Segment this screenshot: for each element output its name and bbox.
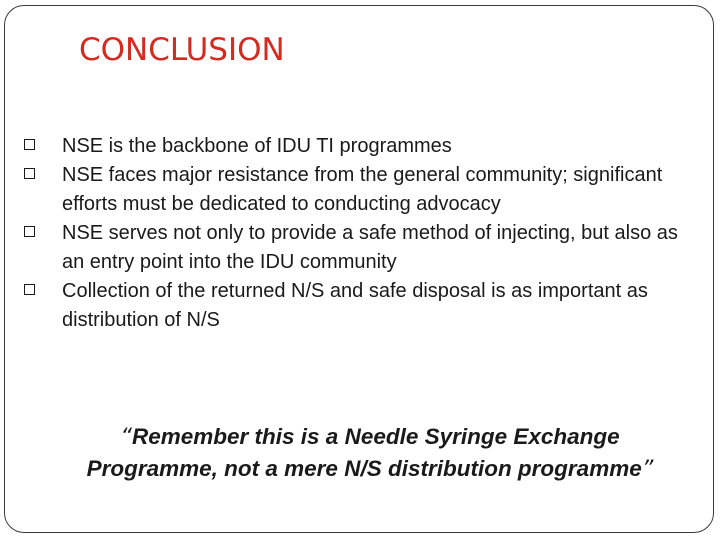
bullet-list (24, 132, 694, 335)
bullet-item (24, 277, 694, 335)
bullet-text: NSE is the backbone of IDU TI programmes (62, 135, 452, 157)
closing-quote (80, 421, 660, 485)
bullet-text: NSE faces major resistance from the general community; significant efforts must be dedicated to conducting advocacy (62, 164, 663, 215)
bullet-item (24, 161, 694, 219)
hollow-square-bullet-icon (24, 139, 35, 150)
slide-title: CONCLUSION (79, 32, 285, 68)
quote-open-mark: “ (120, 424, 132, 450)
bullet-text: NSE serves not only to provide a safe method of injecting, but also as an entry point into the IDU community (62, 222, 678, 273)
hollow-square-bullet-icon (24, 226, 35, 237)
bullet-item (24, 132, 694, 161)
hollow-square-bullet-icon (24, 284, 35, 295)
quote-close-mark: ” (641, 456, 654, 482)
bullet-item (24, 219, 694, 277)
hollow-square-bullet-icon (24, 168, 35, 179)
bullet-text: Collection of the returned N/S and safe disposal is as important as distribution of N/S (62, 280, 648, 331)
quote-text: Remember this is a Needle Syringe Exchange Programme, not a mere N/S distribution programme (86, 424, 642, 481)
